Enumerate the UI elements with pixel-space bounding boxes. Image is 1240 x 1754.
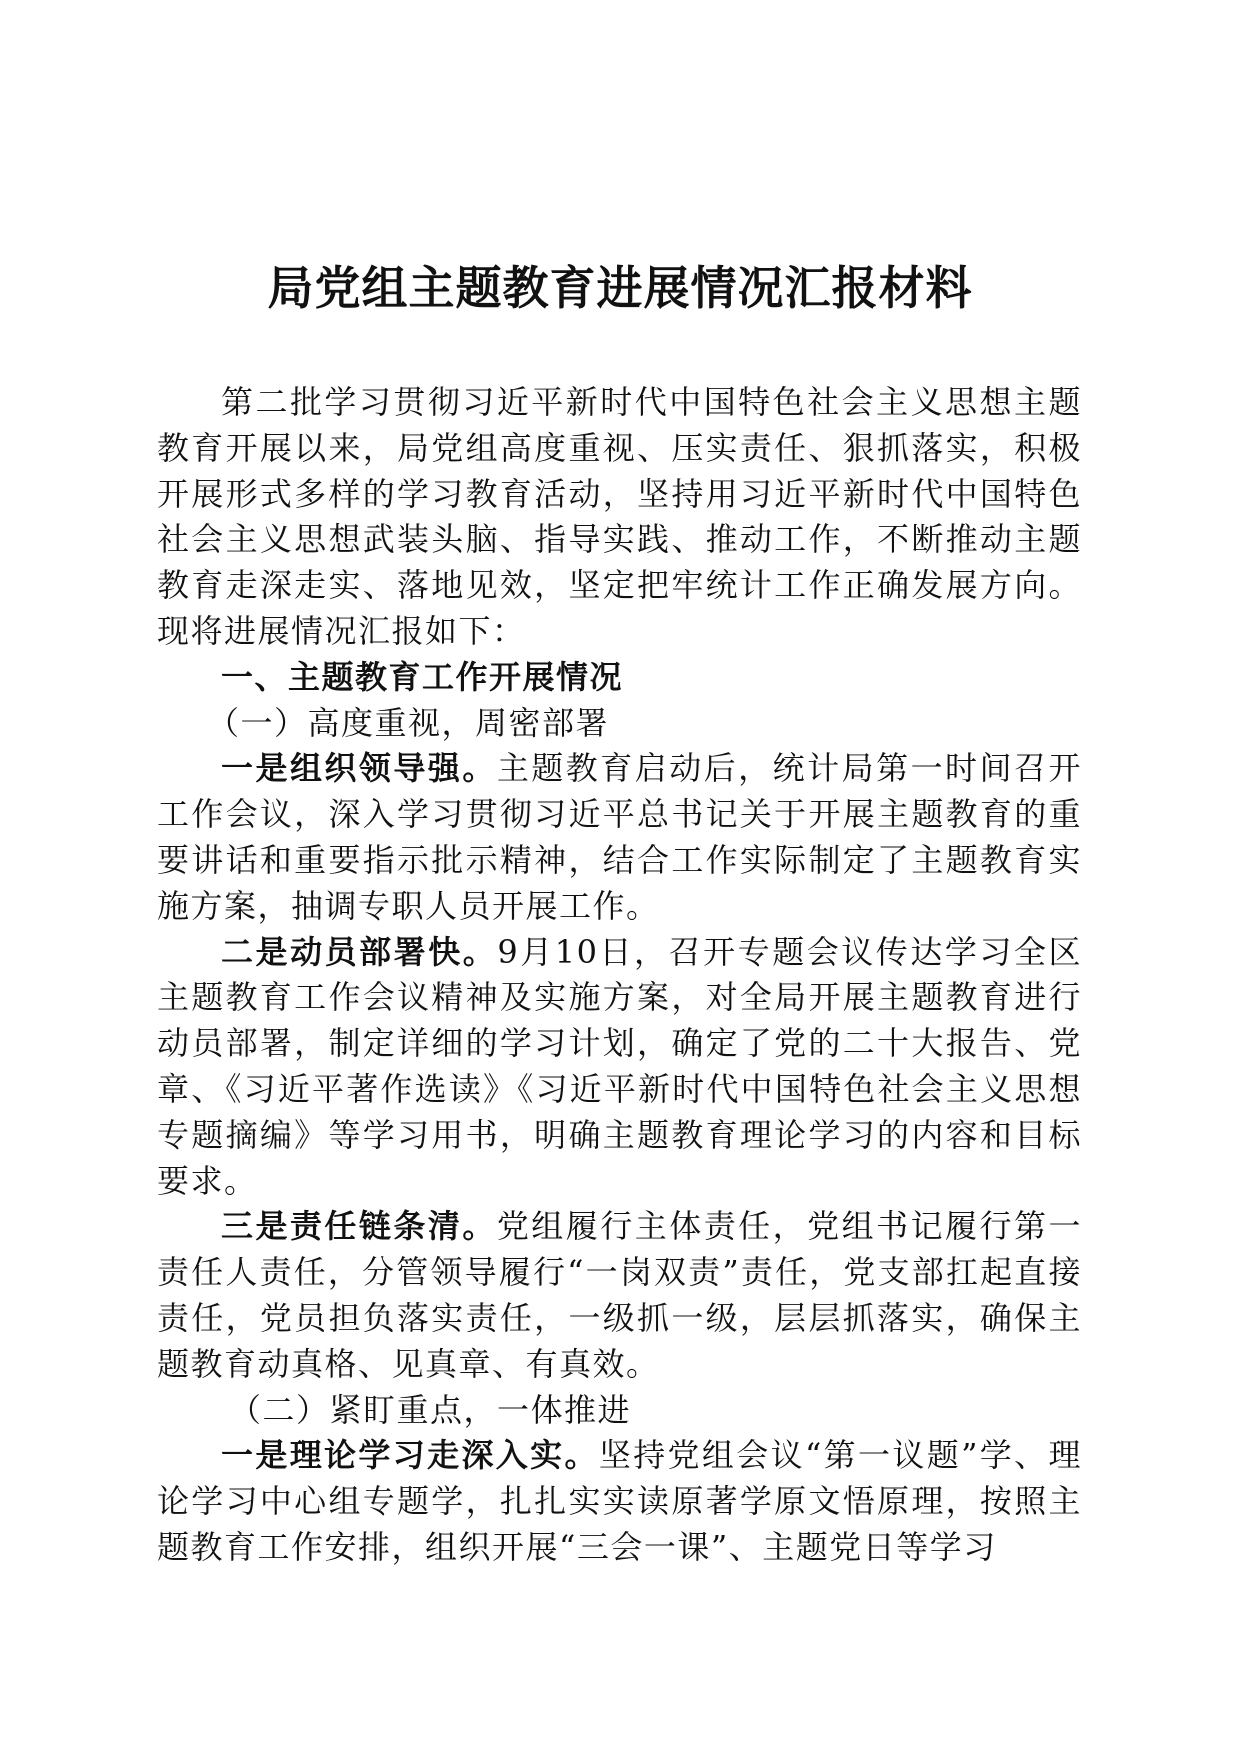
- paragraph-text: 9月10日，召开专题会议传达学习全区主题教育工作会议精神及实施方案，对全局开展主题教育进行动员部署，制定详细的学习计划，确定了党的二十大报告、党章、《习近平著作选读》《习近平新时代中国特色社会主义思想专题摘编》等学习用书，明确主题教育理论学习的内容和目标要求。: [157, 932, 1082, 1200]
- sub-section-heading: （二）紧盯重点，一体推进: [229, 1390, 632, 1429]
- body-paragraph: [157, 930, 1082, 1205]
- intro-paragraph: 第二批学习贯彻习近平新时代中国特色社会主义思想主题教育开展以来，局党组高度重视、压实责任、狠抓落实，积极开展形式多样的学习教育活动，坚持用习近平新时代中国特色社会主义思想武装头脑、指导实践、推动工作，不断推动主题教育走深走实、落地见效，坚定把牢统计工作正确发展方向。现将进展情况汇报如下：: [157, 383, 1082, 650]
- section-heading: 一、主题教育工作开展情况: [221, 657, 624, 696]
- paragraph-lead: 三是责任链条清。: [221, 1207, 497, 1246]
- body-paragraph: [157, 746, 1082, 929]
- paragraph-lead: 一是组织领导强。: [221, 749, 497, 788]
- body-paragraph: [157, 1204, 1082, 1387]
- document-title: 局党组主题教育进展情况汇报材料: [267, 261, 973, 315]
- paragraph-text: 党组履行主体责任，党组书记履行第一责任人责任，分管领导履行“一岗双责”责任，党支部扛起直接责任，党员担负落实责任，一级抓一级，层层抓落实，确保主题教育动真格、见真章、有真效。: [157, 1207, 1082, 1383]
- paragraph-text: 主题教育启动后，统计局第一时间召开工作会议，深入学习贯彻习近平总书记关于开展主题教育的重要讲话和重要指示批示精神，结合工作实际制定了主题教育实施方案，抽调专职人员开展工作。: [157, 749, 1082, 925]
- paragraph-lead: 一是理论学习走深入实。: [221, 1436, 599, 1475]
- body-paragraph: [157, 1433, 1082, 1570]
- sub-section-heading: （一）高度重视，周密部署: [207, 703, 610, 742]
- paragraph-text: 坚持党组会议“第一议题”学、理论学习中心组专题学，扎扎实实读原著学原文悟原理，按照主题教育工作安排，组织开展“三会一课”、主题党日等学习: [157, 1436, 1082, 1566]
- document-body: [157, 380, 1082, 1571]
- paragraph-lead: 二是动员部署快。: [221, 932, 498, 971]
